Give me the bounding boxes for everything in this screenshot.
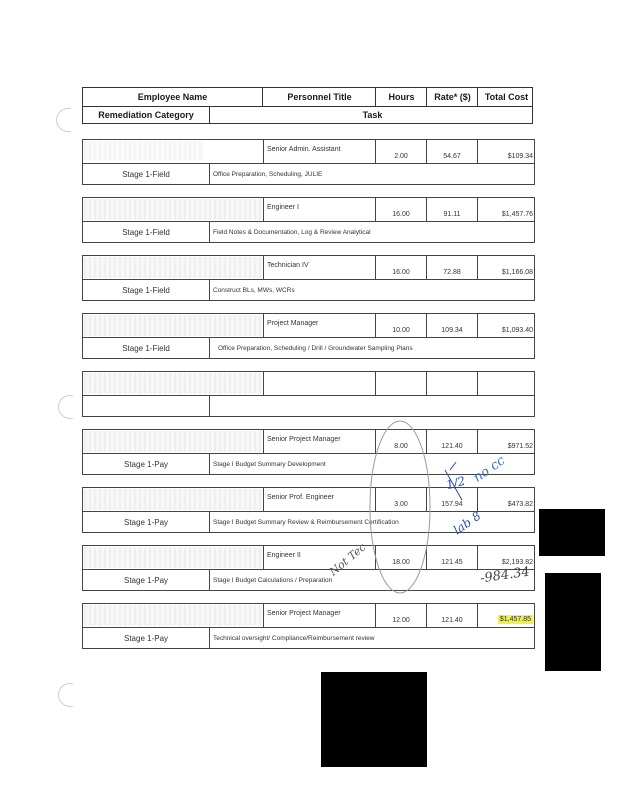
total-cost-value [477, 372, 536, 395]
total-cost-value: $1,093.40 [477, 314, 536, 337]
hours-value: 3.00 [375, 488, 426, 511]
rate-value: 54.67 [426, 140, 477, 163]
rate-value: 72.88 [426, 256, 477, 279]
hours-value: 16.00 [375, 256, 426, 279]
redacted-employee-name [84, 373, 262, 394]
header-employee-name: Employee Name [137, 92, 208, 102]
redacted-employee-name [84, 315, 262, 336]
remediation-category: Stage 1-Field [122, 169, 170, 179]
rate-value [426, 372, 477, 395]
handwritten-note-lab: lab 8 [450, 508, 484, 538]
header-total-cost: Total Cost [477, 88, 535, 106]
remediation-category: Stage 1-Field [122, 285, 170, 295]
task-description: Stage I Budget Summary Review & Reimbursement Certification [209, 512, 536, 532]
remediation-category [83, 396, 209, 416]
handwritten-note-fraction: 1/2 [444, 473, 467, 493]
hours-value: 2.00 [375, 140, 426, 163]
redacted-employee-name [84, 257, 262, 278]
rate-value: 109.34 [426, 314, 477, 337]
table-header-row-2 [82, 106, 533, 124]
task-description: Technical oversight/ Compliance/Reimbursement review [209, 628, 536, 648]
total-cost-value: $1,166.08 [477, 256, 536, 279]
hours-value: 8.00 [375, 430, 426, 453]
task-description [209, 396, 536, 416]
redacted-employee-name [84, 199, 262, 220]
hours-value: 10.00 [375, 314, 426, 337]
hours-value: 18.00 [375, 546, 426, 569]
remediation-category: Stage 1-Field [122, 227, 170, 237]
total-cost-value: $1,457.76 [477, 198, 536, 221]
redacted-employee-name [84, 141, 204, 160]
highlighted-total: $1,457.85 [499, 616, 531, 623]
redacted-employee-name [84, 605, 262, 626]
total-cost-value: $109.34 [477, 140, 536, 163]
binder-hole-bottom [58, 683, 73, 707]
personnel-title: Engineer II [263, 546, 375, 569]
remediation-category: Stage 1-Pay [123, 459, 169, 469]
personnel-title: Project Manager [263, 314, 375, 337]
total-cost-value: $971.52 [477, 430, 536, 453]
rate-value: 121.45 [426, 546, 477, 569]
personnel-title: Senior Prof. Engineer [263, 488, 375, 511]
header-personnel-title: Personnel Title [262, 88, 376, 106]
header-rate: Rate* ($) [426, 88, 478, 106]
redaction-box-right-upper [539, 509, 605, 556]
personnel-title: Senior Admin. Assistant [263, 140, 375, 163]
rate-value: 121.40 [426, 604, 477, 627]
hours-value: 12.00 [375, 604, 426, 627]
remediation-category: Stage 1-Pay [123, 633, 169, 643]
table-header-row-1 [82, 87, 533, 107]
task-description: Field Notes & Documentation, Log & Review Analytical [209, 222, 536, 242]
handwritten-note-not-tec: Not Tec [326, 540, 369, 579]
header-hours: Hours [375, 88, 427, 106]
task-description: Office Preparation, Scheduling, JULIE [209, 164, 536, 184]
redacted-employee-name [84, 547, 262, 568]
remediation-category: Stage 1-Pay [123, 575, 169, 585]
rate-value: 121.40 [426, 430, 477, 453]
task-description: Stage I Budget Summary Development [209, 454, 536, 474]
redacted-employee-name [84, 489, 262, 510]
task-description: Stage I Budget Calculations / Preparation [209, 570, 536, 590]
total-cost-value: $2,193.82 [477, 546, 536, 569]
task-description: Office Preparation, Scheduling / Drill / Groundwater Sampling Plans [209, 338, 536, 358]
personnel-title: Senior Project Manager [263, 604, 375, 627]
total-cost-value [477, 604, 536, 627]
handwritten-note-amount: -984.34 [479, 564, 531, 587]
hours-value: 16.00 [375, 198, 426, 221]
rate-value: 91.11 [426, 198, 477, 221]
personnel-title [263, 372, 375, 395]
rate-value: 157.94 [426, 488, 477, 511]
remediation-category: Stage 1-Pay [123, 517, 169, 527]
remediation-category: Stage 1-Field [122, 343, 170, 353]
binder-hole-top [56, 108, 71, 132]
redaction-box-right-lower [545, 573, 601, 671]
hours-value [375, 372, 426, 395]
personnel-title: Technician IV [263, 256, 375, 279]
personnel-title: Engineer I [263, 198, 375, 221]
redacted-employee-name [84, 431, 262, 452]
personnel-title: Senior Project Manager [263, 430, 375, 453]
header-remediation-category: Remediation Category [98, 110, 194, 120]
total-cost-value: $473.82 [477, 488, 536, 511]
redaction-box-bottom [321, 672, 427, 767]
handwritten-note-no-cc: no cc [470, 453, 509, 486]
task-description: Construct BLs, MWs, WCRs [209, 280, 536, 300]
binder-hole-middle [58, 395, 73, 419]
header-task: Task [209, 107, 535, 123]
